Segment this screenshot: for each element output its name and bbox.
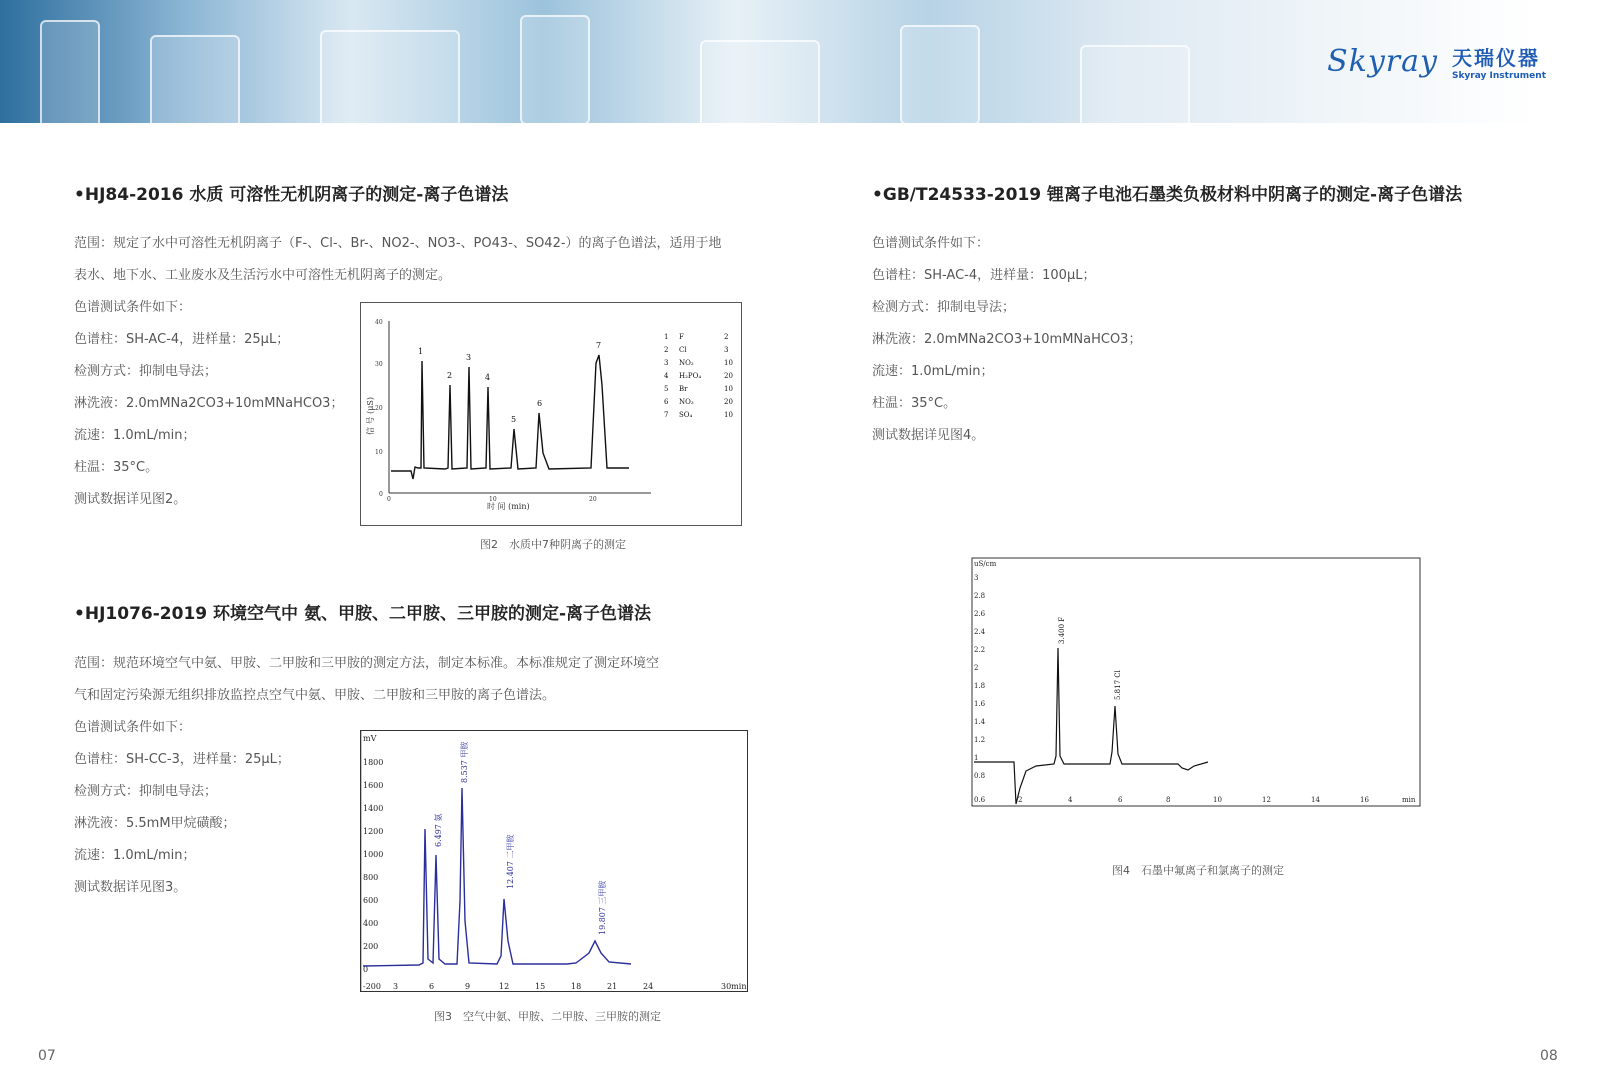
chromatogram-7-anions xyxy=(361,303,741,525)
text-line: 色谱测试条件如下： xyxy=(74,720,192,735)
y-tick-label: 40 xyxy=(375,319,383,326)
chromatogram-trace xyxy=(391,355,629,479)
section-title-gbt24533: •GB/T24533-2019 锂离子电池石墨类负极材料中阴离子的测定-离子色谱法 xyxy=(872,185,1463,205)
legend-ion: NO₃ xyxy=(679,398,694,406)
text-line: 范围：规定了水中可溶性无机阴离子（F-、Cl-、Br-、NO2-、NO3-、PO43-、SO42-）的离子色谱法，适用于地 xyxy=(74,236,722,251)
x-tick-label: 24 xyxy=(643,982,654,991)
glassware-decoration xyxy=(520,15,590,123)
text-line: 色谱柱：SH-AC-4，进样量：25μL； xyxy=(74,332,290,347)
text-line: 检测方式：抑制电导法； xyxy=(872,300,1016,315)
peak-label: 2 xyxy=(447,371,453,380)
y-tick-label: 2.4 xyxy=(974,628,986,636)
section-title-hj1076: •HJ1076-2019 环境空气中 氨、甲胺、二甲胺、三甲胺的测定-离子色谱法 xyxy=(74,604,651,624)
text-line: 淋洗液：5.5mM甲烷磺酸； xyxy=(74,816,236,831)
text-line: 检测方式：抑制电导法； xyxy=(74,784,218,799)
legend-conc: 2 xyxy=(724,333,729,341)
text-line: 测试数据详见图2。 xyxy=(74,492,187,507)
text-line: 流速：1.0mL/min； xyxy=(74,848,196,863)
legend-no: 2 xyxy=(664,346,669,354)
y-tick-label: 1.4 xyxy=(974,718,986,726)
x-tick-label: 0 xyxy=(387,496,391,503)
text-line: 表水、地下水、工业废水及生活污水中可溶性无机阴离子的测定。 xyxy=(74,268,452,283)
legend-no: 1 xyxy=(664,333,669,341)
legend-conc: 10 xyxy=(724,359,733,367)
brand-mark: Skyray xyxy=(1327,44,1438,79)
y-tick-label: 10 xyxy=(375,449,383,456)
peak-label: 5.817 Cl xyxy=(1114,670,1122,700)
x-unit: min xyxy=(1402,796,1416,804)
legend-conc: 3 xyxy=(724,346,729,354)
x-tick-label: 21 xyxy=(607,982,618,991)
figure-2-chromatogram xyxy=(360,302,742,526)
x-tick-label: 20 xyxy=(589,496,597,503)
x-tick-label: 9 xyxy=(465,982,471,991)
peak-label: 3.400 F xyxy=(1058,616,1066,644)
glassware-decoration xyxy=(900,25,980,123)
peak-label: 8.537 甲胺 xyxy=(460,741,469,783)
legend-conc: 20 xyxy=(724,398,733,406)
x-tick-label: 4 xyxy=(1068,796,1073,804)
text-line: 柱温：35°C。 xyxy=(74,460,159,475)
brand-name-en: Skyray Instrument xyxy=(1451,71,1546,81)
legend-conc: 10 xyxy=(724,411,733,419)
peak-label: 1 xyxy=(418,347,424,356)
y-tick-label: 0 xyxy=(363,965,369,974)
text-line: 淋洗液：2.0mMNa2CO3+10mMNaHCO3； xyxy=(74,396,344,411)
y-tick-label: 800 xyxy=(363,873,379,882)
y-tick-label: 30 xyxy=(375,361,383,368)
x-unit: 30min xyxy=(721,982,747,991)
plot-frame xyxy=(972,558,1420,806)
figure-4-chromatogram xyxy=(970,556,1422,808)
brand-text xyxy=(1452,42,1546,81)
chromatogram-trace xyxy=(974,648,1208,804)
legend-no: 5 xyxy=(664,385,669,393)
header-banner xyxy=(0,0,1600,123)
page-number-right: 08 xyxy=(1540,1048,1558,1064)
text-line: 色谱测试条件如下： xyxy=(74,300,192,315)
peak-legend xyxy=(664,333,733,419)
legend-ion: Cl xyxy=(679,346,687,354)
peak-label: 6 xyxy=(537,399,543,408)
x-tick-label: 6 xyxy=(429,982,435,991)
brand-logo xyxy=(1327,42,1546,81)
x-tick-label: 12 xyxy=(1262,796,1271,804)
x-tick-label: 18 xyxy=(571,982,582,991)
legend-ion: Br xyxy=(679,385,688,393)
legend-conc: 10 xyxy=(724,385,733,393)
y-tick-label: 1400 xyxy=(363,804,384,813)
y-tick-label: 0.8 xyxy=(974,772,986,780)
text-line: 淋洗液：2.0mMNa2CO3+10mMNaHCO3； xyxy=(872,332,1142,347)
peak-label: 4 xyxy=(485,373,491,382)
text-line: 色谱测试条件如下： xyxy=(872,236,990,251)
x-tick-label: 16 xyxy=(1360,796,1369,804)
text-line: 色谱柱：SH-AC-4，进样量：100μL； xyxy=(872,268,1096,283)
x-tick-label: 14 xyxy=(1311,796,1320,804)
text-line: 范围：规范环境空气中氨、甲胺、二甲胺和三甲胺的测定方法，制定本标准。本标准规定了测定环境空 xyxy=(74,656,660,671)
y-tick-label: 1800 xyxy=(363,758,384,767)
y-tick-label: 1.6 xyxy=(974,700,986,708)
chromatogram-amines xyxy=(361,731,747,991)
legend-no: 7 xyxy=(664,411,669,419)
y-tick-label: 1.8 xyxy=(974,682,986,690)
figure-3-chromatogram xyxy=(360,730,748,992)
x-tick-label: 15 xyxy=(535,982,546,991)
y-tick-label: 1 xyxy=(974,754,979,762)
legend-ion: H₂PO₄ xyxy=(679,372,702,380)
brand-name-cn: 天瑞仪器 xyxy=(1451,46,1540,70)
text-line: 流速：1.0mL/min； xyxy=(74,428,196,443)
y-tick-label: 2 xyxy=(974,664,979,672)
y-tick-label: 2.6 xyxy=(974,610,986,618)
legend-ion: SO₄ xyxy=(679,411,693,419)
x-tick-label: 3 xyxy=(393,982,399,991)
figure-3-caption: 图3 空气中氨、甲胺、二甲胺、三甲胺的测定 xyxy=(434,1010,661,1023)
y-tick-label: 0.6 xyxy=(974,796,986,804)
text-line: 测试数据详见图3。 xyxy=(74,880,187,895)
text-line: 柱温：35°C。 xyxy=(872,396,957,411)
x-ticks xyxy=(393,982,746,991)
figure-4-caption: 图4 石墨中氟离子和氯离子的测定 xyxy=(1112,864,1284,877)
x-tick-label: 12 xyxy=(499,982,510,991)
y-tick-label: 200 xyxy=(363,942,379,951)
peak-label: 3 xyxy=(466,353,472,362)
legend-no: 3 xyxy=(664,359,669,367)
text-line: 流速：1.0mL/min； xyxy=(872,364,994,379)
x-tick-label: 8 xyxy=(1166,796,1171,804)
peak-label: 5 xyxy=(511,415,517,424)
y-tick-label: 3 xyxy=(974,574,979,582)
glassware-decoration xyxy=(320,30,460,123)
x-ticks xyxy=(1018,796,1416,804)
glassware-decoration xyxy=(700,40,820,123)
y-tick-label: 2.2 xyxy=(974,646,986,654)
y-ticks xyxy=(974,560,997,804)
y-unit: uS/cm xyxy=(974,560,997,568)
y-tick-label: 1.2 xyxy=(974,736,986,744)
y-tick-label: 2.8 xyxy=(974,592,986,600)
chromatogram-graphite xyxy=(970,556,1422,808)
page-number-left: 07 xyxy=(38,1048,56,1064)
y-tick-label: 1600 xyxy=(363,781,384,790)
text-line: 检测方式：抑制电导法； xyxy=(74,364,218,379)
y-tick-label: -200 xyxy=(363,982,381,991)
y-tick-label: 20 xyxy=(375,405,383,412)
peak-label: 12.407 二甲胺 xyxy=(506,834,515,889)
y-tick-label: 0 xyxy=(379,491,383,498)
legend-no: 4 xyxy=(664,372,669,380)
x-tick-label: 10 xyxy=(489,496,497,503)
glassware-decoration xyxy=(40,20,100,123)
legend-no: 6 xyxy=(664,398,669,406)
text-line: 色谱柱：SH-CC-3，进样量：25μL； xyxy=(74,752,290,767)
text-line: 测试数据详见图4。 xyxy=(872,428,985,443)
x-tick-label: 6 xyxy=(1118,796,1123,804)
glassware-decoration xyxy=(150,35,240,123)
x-axis-label: 时 间 (min) xyxy=(487,502,530,511)
peak-label: 7 xyxy=(596,341,602,350)
legend-ion: F xyxy=(679,333,684,341)
y-tick-label: 1200 xyxy=(363,827,384,836)
chromatogram-trace xyxy=(363,788,631,966)
legend-ion: NO₂ xyxy=(679,359,694,367)
figure-2-caption: 图2 水质中7种阴离子的测定 xyxy=(480,538,626,551)
y-tick-label: 600 xyxy=(363,896,379,905)
peak-label: 6.497 氨 xyxy=(434,813,443,847)
glassware-decoration xyxy=(1080,45,1190,123)
y-tick-label: 400 xyxy=(363,919,379,928)
legend-conc: 20 xyxy=(724,372,733,380)
text-line: 气和固定污染源无组织排放监控点空气中氨、甲胺、二甲胺和三甲胺的离子色谱法。 xyxy=(74,688,556,703)
y-tick-label: 1000 xyxy=(363,850,384,859)
y-unit: mV xyxy=(363,734,377,743)
peak-label: 19.807 三甲胺 xyxy=(598,880,607,935)
y-axis-label: 信 号 (μS) xyxy=(366,396,375,435)
x-tick-label: 2 xyxy=(1018,796,1023,804)
x-tick-label: 10 xyxy=(1213,796,1222,804)
section-body-gbt24533 xyxy=(872,228,1141,452)
section-title-hj84: •HJ84-2016 水质 可溶性无机阴离子的测定-离子色谱法 xyxy=(74,185,509,205)
y-ticks xyxy=(363,734,383,991)
